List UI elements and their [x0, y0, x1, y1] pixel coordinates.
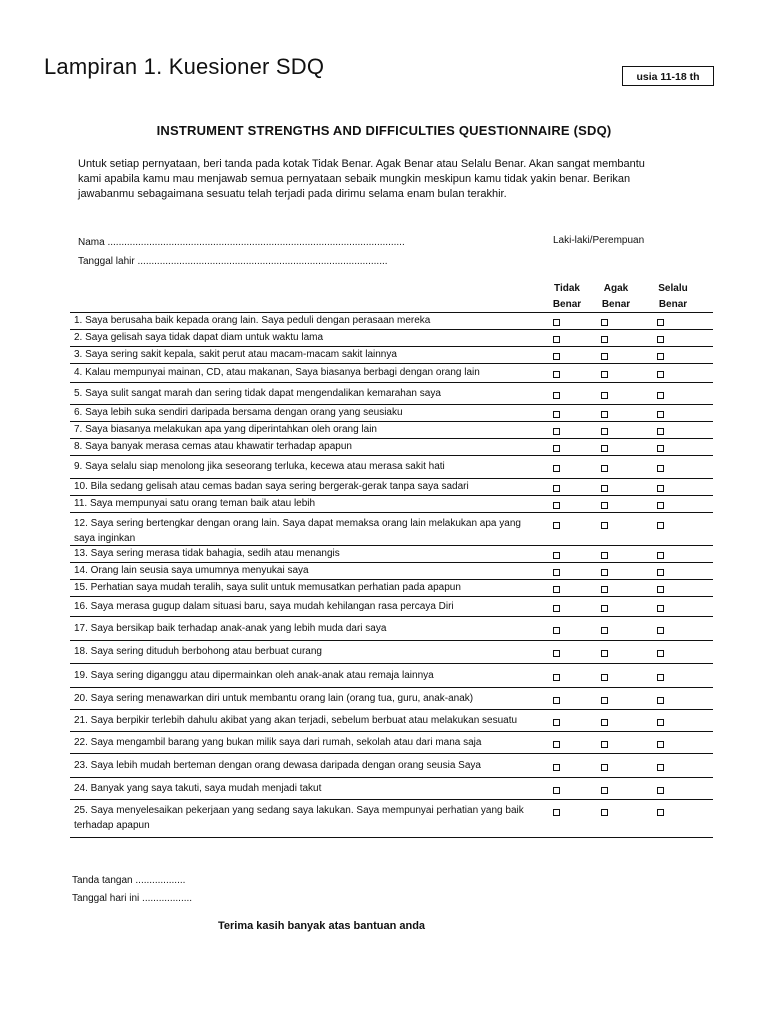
question-text: 8. Saya banyak merasa cemas atau khawatir terhadap apapun — [74, 441, 352, 452]
checkbox-tidak-benar[interactable] — [553, 371, 560, 378]
checkbox-tidak-benar[interactable] — [553, 586, 560, 593]
question-row — [70, 641, 713, 664]
checkbox-agak-benar[interactable] — [601, 371, 608, 378]
checkbox-selalu-benar[interactable] — [657, 552, 664, 559]
question-text: 14. Orang lain seusia saya umumnya menyukai saya — [74, 565, 309, 576]
checkbox-tidak-benar[interactable] — [553, 428, 560, 435]
instructions-paragraph: Untuk setiap pernyataan, beri tanda pada kotak Tidak Benar. Agak Benar atau Selalu Benar. Akan sangat membantu kami apabila kamu mau menjawab semua pernyataan sebaik mungkin meskipun kamu tidak yakin benar. Berikan jawabanmu sebagaimana sesuatu telah terjadi pada dirimu selama enam bulan terakhir. — [78, 158, 645, 200]
checkbox-selalu-benar[interactable] — [657, 650, 664, 657]
question-row — [70, 479, 713, 496]
checkbox-agak-benar[interactable] — [601, 353, 608, 360]
question-row — [70, 580, 713, 597]
signature-line: Tanda tangan .................. — [72, 875, 186, 886]
checkbox-tidak-benar[interactable] — [553, 319, 560, 326]
page-title: Lampiran 1. Kuesioner SDQ — [44, 54, 325, 79]
question-text: 4. Kalau mempunyai mainan, CD, atau makanan, Saya biasanya berbagi dengan orang lain — [74, 367, 480, 378]
birthdate-field: Tanggal lahir .......................................................................................... — [78, 256, 388, 267]
checkbox-agak-benar[interactable] — [601, 741, 608, 748]
checkbox-selalu-benar[interactable] — [657, 485, 664, 492]
question-row — [70, 456, 713, 479]
thank-you-note: Terima kasih banyak atas bantuan anda — [218, 920, 426, 932]
age-badge: usia 11-18 th — [622, 66, 714, 86]
checkbox-tidak-benar[interactable] — [553, 719, 560, 726]
checkbox-agak-benar[interactable] — [601, 411, 608, 418]
question-text: 20. Saya sering menawarkan diri untuk membantu orang lain (orang tua, guru, anak-anak) — [74, 692, 474, 704]
checkbox-tidak-benar[interactable] — [553, 809, 560, 816]
checkbox-selalu-benar[interactable] — [657, 465, 664, 472]
checkbox-selalu-benar[interactable] — [657, 522, 664, 529]
checkbox-agak-benar[interactable] — [601, 552, 608, 559]
question-text: 3. Saya sering sakit kepala, sakit perut atau macam-macam sakit lainnya — [74, 349, 397, 360]
checkbox-agak-benar[interactable] — [601, 522, 608, 529]
checkbox-agak-benar[interactable] — [601, 787, 608, 794]
question-text: 21. Saya berpikir terlebih dahulu akibat yang akan terjadi, sebelum berbuat atau melakukan sesuatu — [74, 714, 518, 726]
column-header-agak-benar: Agak Benar — [601, 283, 631, 310]
checkbox-tidak-benar[interactable] — [553, 569, 560, 576]
checkbox-agak-benar[interactable] — [601, 502, 608, 509]
checkbox-tidak-benar[interactable] — [553, 445, 560, 452]
checkbox-tidak-benar[interactable] — [553, 353, 560, 360]
question-text: 22. Saya mengambil barang yang bukan milik saya dari rumah, sekolah atau dari mana saja — [74, 736, 482, 748]
checkbox-tidak-benar[interactable] — [553, 465, 560, 472]
question-text: 10. Bila sedang gelisah atau cemas badan saya sering bergerak-gerak tanpa saya sadari — [74, 481, 469, 492]
checkbox-agak-benar[interactable] — [601, 485, 608, 492]
checkbox-agak-benar[interactable] — [601, 336, 608, 343]
name-field: Nama ........................................................................................................... — [78, 237, 405, 248]
checkbox-selalu-benar[interactable] — [657, 411, 664, 418]
checkbox-selalu-benar[interactable] — [657, 719, 664, 726]
checkbox-agak-benar[interactable] — [601, 605, 608, 612]
checkbox-tidak-benar[interactable] — [553, 522, 560, 529]
checkbox-selalu-benar[interactable] — [657, 319, 664, 326]
question-text: 19. Saya sering diganggu atau dipermainkan oleh anak-anak atau remaja lainnya — [74, 669, 434, 681]
question-row — [70, 800, 713, 838]
checkbox-tidak-benar[interactable] — [553, 552, 560, 559]
checkbox-tidak-benar[interactable] — [553, 627, 560, 634]
checkbox-tidak-benar[interactable] — [553, 411, 560, 418]
checkbox-selalu-benar[interactable] — [657, 741, 664, 748]
checkbox-agak-benar[interactable] — [601, 428, 608, 435]
question-row — [70, 405, 713, 422]
question-text: 24. Banyak yang saya takuti, saya mudah menjadi takut — [74, 782, 322, 794]
questionnaire-heading: INSTRUMENT STRENGTHS AND DIFFICULTIES QUESTIONNAIRE (SDQ) — [156, 123, 612, 138]
checkbox-selalu-benar[interactable] — [657, 809, 664, 816]
checkbox-agak-benar[interactable] — [601, 719, 608, 726]
checkbox-agak-benar[interactable] — [601, 319, 608, 326]
question-row — [70, 313, 713, 330]
checkbox-tidak-benar[interactable] — [553, 650, 560, 657]
checkbox-agak-benar[interactable] — [601, 650, 608, 657]
question-text: 25. Saya menyelesaikan pekerjaan yang sedang saya lakukan. Saya mempunyai perhatian yang baik terhadap apapun — [74, 805, 524, 831]
question-row — [70, 513, 713, 546]
checkbox-tidak-benar[interactable] — [553, 502, 560, 509]
question-row — [70, 347, 713, 364]
checkbox-selalu-benar[interactable] — [657, 392, 664, 399]
question-row — [70, 422, 713, 439]
question-row — [70, 383, 713, 405]
question-text: 5. Saya sulit sangat marah dan sering tidak dapat mengendalikan kemarahan saya — [74, 387, 441, 399]
checkbox-selalu-benar[interactable] — [657, 674, 664, 681]
question-text: 2. Saya gelisah saya tidak dapat diam untuk waktu lama — [74, 332, 324, 343]
checkbox-selalu-benar[interactable] — [657, 445, 664, 452]
checkbox-agak-benar[interactable] — [601, 764, 608, 771]
checkbox-tidak-benar[interactable] — [553, 764, 560, 771]
question-text: 15. Perhatian saya mudah teralih, saya sulit untuk memusatkan perhatian pada apapun — [74, 582, 461, 593]
checkbox-selalu-benar[interactable] — [657, 428, 664, 435]
question-text: 11. Saya mempunyai satu orang teman baik atau lebih — [74, 498, 316, 509]
checkbox-selalu-benar[interactable] — [657, 569, 664, 576]
question-text: 12. Saya sering bertengkar dengan orang lain. Saya dapat memaksa orang lain melakukan apa yang saya inginkan — [74, 518, 521, 544]
question-row — [70, 617, 713, 641]
checkbox-selalu-benar[interactable] — [657, 787, 664, 794]
checkbox-selalu-benar[interactable] — [657, 627, 664, 634]
question-text: 9. Saya selalu siap menolong jika seseorang terluka, kecewa atau merasa sakit hati — [74, 461, 445, 472]
question-text: 13. Saya sering merasa tidak bahagia, sedih atau menangis — [74, 548, 340, 559]
checkbox-agak-benar[interactable] — [601, 809, 608, 816]
question-row — [70, 732, 713, 754]
checkbox-selalu-benar[interactable] — [657, 502, 664, 509]
checkbox-agak-benar[interactable] — [601, 465, 608, 472]
question-row — [70, 364, 713, 383]
question-row — [70, 439, 713, 456]
checkbox-selalu-benar[interactable] — [657, 605, 664, 612]
questions-table — [70, 312, 713, 838]
checkbox-tidak-benar[interactable] — [553, 741, 560, 748]
checkbox-selalu-benar[interactable] — [657, 764, 664, 771]
question-text: 23. Saya lebih mudah berteman dengan orang dewasa daripada dengan orang seusia Saya — [74, 759, 481, 771]
question-row — [70, 688, 713, 710]
question-row — [70, 664, 713, 688]
checkbox-selalu-benar[interactable] — [657, 353, 664, 360]
question-text: 1. Saya berusaha baik kepada orang lain. Saya peduli dengan perasaan mereka — [74, 315, 431, 326]
column-header-tidak-benar: Tidak Benar — [552, 283, 582, 310]
checkbox-agak-benar[interactable] — [601, 697, 608, 704]
question-row — [70, 597, 713, 617]
question-text: 16. Saya merasa gugup dalam situasi baru, saya mudah kehilangan rasa percaya Diri — [74, 600, 454, 612]
question-text: 6. Saya lebih suka sendiri daripada bersama dengan orang yang seusiaku — [74, 407, 403, 418]
checkbox-tidak-benar[interactable] — [553, 787, 560, 794]
checkbox-agak-benar[interactable] — [601, 569, 608, 576]
question-row — [70, 330, 713, 347]
checkbox-selalu-benar[interactable] — [657, 371, 664, 378]
question-row — [70, 710, 713, 732]
checkbox-selalu-benar[interactable] — [657, 697, 664, 704]
checkbox-tidak-benar[interactable] — [553, 674, 560, 681]
checkbox-agak-benar[interactable] — [601, 392, 608, 399]
checkbox-selalu-benar[interactable] — [657, 586, 664, 593]
checkbox-tidak-benar[interactable] — [553, 392, 560, 399]
checkbox-selalu-benar[interactable] — [657, 336, 664, 343]
checkbox-tidak-benar[interactable] — [553, 485, 560, 492]
checkbox-agak-benar[interactable] — [601, 674, 608, 681]
checkbox-tidak-benar[interactable] — [553, 697, 560, 704]
question-row — [70, 563, 713, 580]
date-line: Tanggal hari ini .................. — [72, 893, 193, 904]
column-header-selalu-benar: Selalu Benar — [658, 283, 688, 310]
question-row — [70, 778, 713, 800]
checkbox-agak-benar[interactable] — [601, 445, 608, 452]
question-row — [70, 496, 713, 513]
question-row — [70, 546, 713, 563]
question-text: 17. Saya bersikap baik terhadap anak-anak yang lebih muda dari saya — [74, 622, 387, 634]
question-text: 7. Saya biasanya melakukan apa yang diperintahkan oleh orang lain — [74, 424, 377, 435]
checkbox-agak-benar[interactable] — [601, 627, 608, 634]
checkbox-tidak-benar[interactable] — [553, 336, 560, 343]
checkbox-tidak-benar[interactable] — [553, 605, 560, 612]
question-row — [70, 754, 713, 778]
gender-field: Laki-laki/Perempuan — [553, 235, 645, 246]
checkbox-agak-benar[interactable] — [601, 586, 608, 593]
question-text: 18. Saya sering dituduh berbohong atau berbuat curang — [74, 646, 322, 657]
